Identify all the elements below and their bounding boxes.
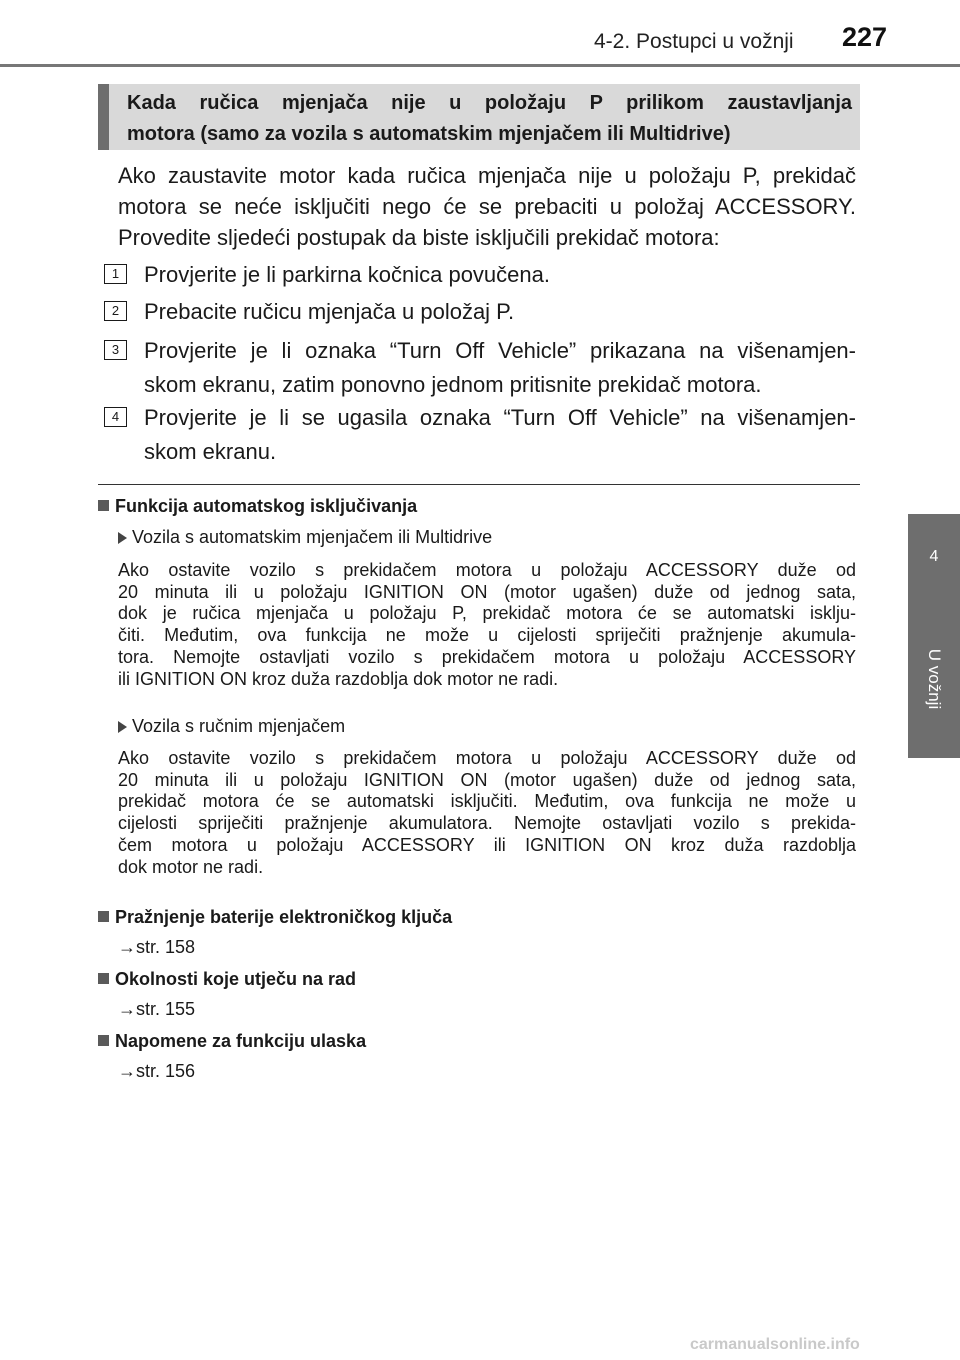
paragraph-line: 20 minuta ili u položaju IGNITION ON (motor ugašen) duže od jednog sata, xyxy=(118,769,856,790)
paragraph-manual xyxy=(118,748,856,878)
step-text-line: Provjerite je li oznaka “Turn Off Vehicle” prikazana na višenamjen- xyxy=(144,338,856,363)
step-text-line: Prebacite ručicu mjenjača u položaj P. xyxy=(144,299,515,324)
step-number-badge: 4 xyxy=(104,407,127,427)
bullet-text: Vozila s automatskim mjenjačem ili Multidrive xyxy=(132,527,493,547)
intro-line-3: Provedite sljedeći postupak da biste isključili prekidač motora: xyxy=(118,225,720,250)
square-bullet-icon xyxy=(98,973,109,984)
page-reference-battery[interactable]: →str. 158 xyxy=(118,937,196,957)
header-section-title: 4-2. Postupci u vožnji xyxy=(594,30,794,53)
heading-line-2: motora (samo za vozila s automatskim mjenjačem ili Multidrive) xyxy=(127,123,731,145)
step-text-line: skom ekranu, zatim ponovno jednom pritisnite prekidač motora. xyxy=(144,372,762,397)
square-bullet-icon xyxy=(98,500,109,511)
paragraph-line: prekidač motora će se automatski isključiti. Međutim, ova funkcija ne može u xyxy=(118,791,856,812)
paragraph-automatic xyxy=(118,560,856,690)
square-bullet-icon xyxy=(98,1035,109,1046)
page-reference-entry[interactable]: →str. 156 xyxy=(118,1061,196,1081)
paragraph-line: Ako ostavite vozilo s prekidačem motora u položaju ACCESSORY duže od xyxy=(118,748,856,768)
chapter-tab-label xyxy=(908,600,960,758)
header-rule xyxy=(0,64,960,67)
step-4 xyxy=(111,401,856,469)
step-1 xyxy=(111,258,856,292)
page-reference-conditions[interactable]: →str. 155 xyxy=(118,999,196,1019)
step-number-badge: 1 xyxy=(104,264,127,284)
paragraph-line: dok motor ne radi. xyxy=(118,856,264,877)
watermark: carmanualsonline.info xyxy=(690,1336,860,1353)
subsection-heading-entry xyxy=(98,1031,366,1052)
paragraph-line: dok je ručica mjenjača u položaju P, prekidač motora će se automatski isklju- xyxy=(118,603,856,624)
subsection-title: Funkcija automatskog isključivanja xyxy=(115,496,418,516)
square-bullet-icon xyxy=(98,911,109,922)
chapter-tab-title: U vožnji xyxy=(925,648,944,710)
heading-line-1: Kada ručica mjenjača nije u položaju P prilikom zaustavljanja xyxy=(127,92,852,114)
heading-box xyxy=(98,84,860,150)
step-number-badge: 3 xyxy=(104,340,127,360)
triangle-bullet-icon xyxy=(118,532,127,544)
bullet-automatic xyxy=(118,527,492,548)
subsection-title: Pražnjenje baterije elektroničkog ključa xyxy=(115,907,453,927)
subsection-title: Okolnosti koje utječu na rad xyxy=(115,969,357,989)
bullet-manual xyxy=(118,716,345,737)
intro-paragraph xyxy=(118,160,856,253)
subsection-heading-auto-off xyxy=(98,496,417,517)
section-divider xyxy=(98,484,860,485)
paragraph-line: ili IGNITION ON kroz duža razdoblja dok motor ne radi. xyxy=(118,668,559,689)
step-text-line: Provjerite je li parkirna kočnica povučena. xyxy=(144,262,550,287)
step-3 xyxy=(111,334,856,402)
page-number: 227 xyxy=(842,22,888,52)
step-number-badge: 2 xyxy=(104,301,127,321)
paragraph-line: Ako ostavite vozilo s prekidačem motora u položaju ACCESSORY duže od xyxy=(118,560,856,580)
subsection-heading-battery xyxy=(98,907,452,928)
chapter-tab-number: 4 xyxy=(908,514,960,600)
intro-line-1: Ako zaustavite motor kada ručica mjenjača nije u položaju P, prekidač xyxy=(118,163,856,188)
paragraph-line: 20 minuta ili u položaju IGNITION ON (motor ugašen) duže od jednog sata, xyxy=(118,581,856,602)
intro-line-2: motora se neće isključiti nego će se prebaciti u položaj ACCESSORY. xyxy=(118,194,856,219)
paragraph-line: tora. Nemojte ostavljati vozilo s prekidačem motora u položaju ACCESSORY xyxy=(118,646,856,667)
paragraph-line: cijelosti spriječiti pražnjenje akumulatora. Nemojte ostavljati vozilo s prekida- xyxy=(118,813,856,834)
paragraph-line: čiti. Međutim, ova funkcija ne može u cijelosti spriječiti pražnjenje akumula- xyxy=(118,625,856,646)
step-text-line: Provjerite je li se ugasila oznaka “Turn Off Vehicle” na višenamjen- xyxy=(144,405,856,430)
bullet-text: Vozila s ručnim mjenjačem xyxy=(132,716,346,736)
triangle-bullet-icon xyxy=(118,721,127,733)
subsection-heading-conditions xyxy=(98,969,356,990)
subsection-title: Napomene za funkciju ulaska xyxy=(115,1031,367,1051)
step-2 xyxy=(111,295,856,329)
paragraph-line: čem motora u položaju ACCESSORY ili IGNITION ON kroz duža razdoblja xyxy=(118,834,856,855)
step-text-line: skom ekranu. xyxy=(144,439,277,464)
